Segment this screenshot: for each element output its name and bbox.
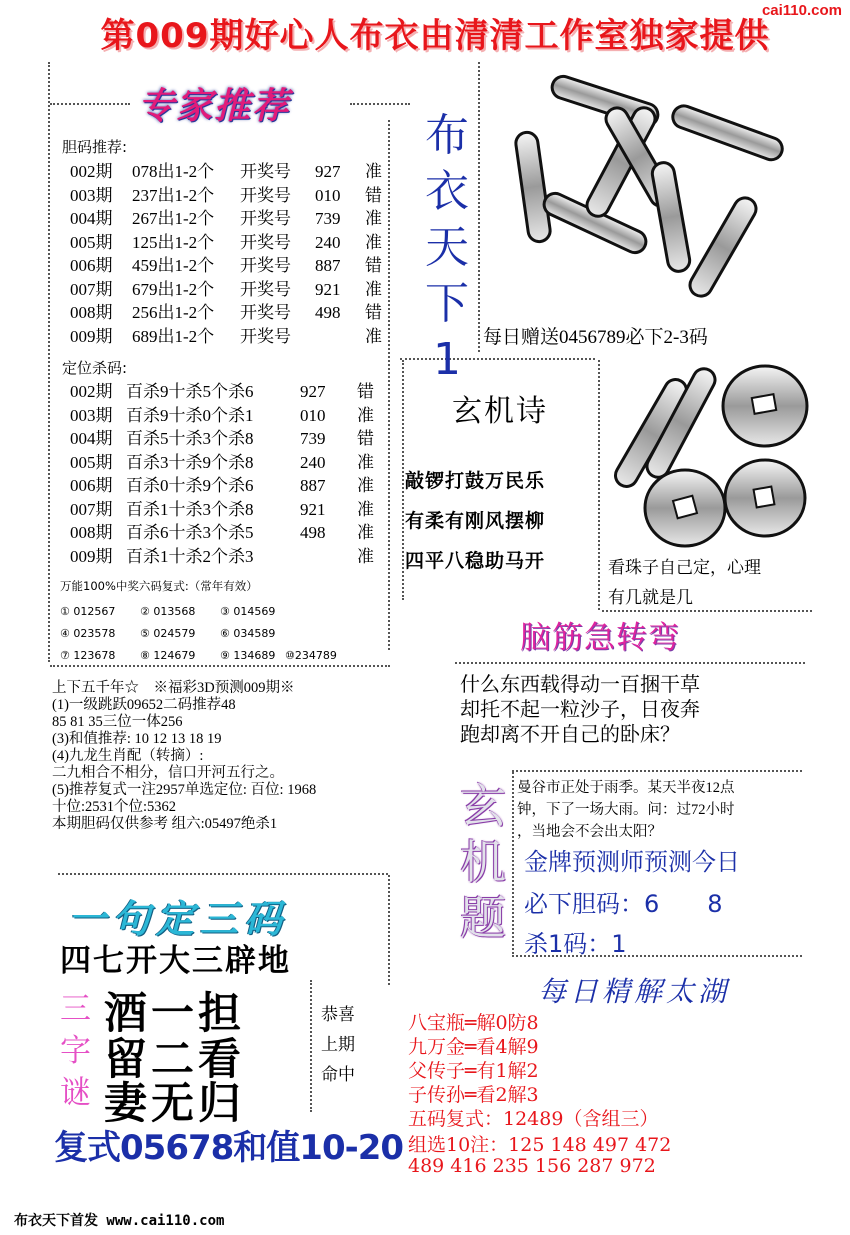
one-sentence-phrase: 四七开大三辟地 — [60, 943, 291, 979]
dan-label: 胆码推荐: — [62, 138, 128, 156]
prediction-line: 十位:2531个位:5362 — [52, 799, 177, 815]
taihu-line-6: 组选10注：125 148 497 472 — [408, 1134, 672, 1156]
issue-cell: 009期 — [70, 326, 113, 346]
pick-cell: 459出1-2个 — [132, 256, 215, 275]
vertical-title-char: 天 — [425, 222, 469, 273]
result-cell: 错 — [357, 429, 374, 448]
table-row — [70, 184, 390, 208]
prediction-line: 本期胆码仅供参考 组六:05497绝杀1 — [52, 816, 278, 832]
pick-cell: 267出1-2个 — [132, 209, 215, 228]
pearl-hint-line-2: 有几就是几 — [608, 588, 693, 607]
prediction-line: (1)一级跳跃09652二码推荐48 — [52, 697, 236, 713]
prediction-block — [52, 680, 412, 833]
table-row — [70, 278, 390, 302]
issue-cell: 003期 — [70, 185, 113, 205]
issue-cell: 004期 — [70, 209, 113, 228]
six-code-item: ③ 014569 — [220, 605, 276, 618]
six-code-item: ⑥ 034589 — [220, 627, 276, 640]
label-cell: 开奖号 — [240, 326, 291, 346]
number-cell: 887 — [300, 476, 326, 495]
number-cell: 010 — [300, 405, 326, 425]
result-cell: 准 — [365, 279, 382, 299]
label-cell: 开奖号 — [240, 303, 291, 322]
riddle-label-char: 三 — [60, 991, 91, 1027]
taihu-line-3: 父传子═有1解2 — [408, 1060, 539, 1082]
table-row — [70, 325, 390, 349]
label-cell: 开奖号 — [240, 279, 291, 299]
table-row — [70, 427, 390, 451]
vertical-title-char: 1 — [433, 334, 461, 385]
six-code-item: ⑤ 024579 — [140, 627, 196, 640]
pick-cell: 237出1-2个 — [132, 185, 215, 205]
six-code-item: ⑨ 134689 — [220, 649, 276, 662]
label-cell: 开奖号 — [240, 256, 291, 275]
table-row — [70, 498, 390, 522]
number-cell: 498 — [315, 303, 341, 322]
riddle-line-1: 酒一担 — [104, 989, 245, 1039]
pick-cell: 百杀6十杀3个杀5 — [126, 523, 254, 542]
prediction-line: (3)和值推荐: 10 12 13 18 19 — [52, 731, 222, 747]
six-code-item: ⑦ 123678 — [60, 649, 116, 662]
six-code-list — [60, 606, 390, 666]
result-cell: 准 — [365, 232, 382, 252]
pearl-hint-line-1: 看珠子自己定，心理 — [608, 558, 761, 577]
result-cell: 准 — [357, 523, 374, 542]
issue-cell: 009期 — [70, 546, 113, 566]
page-title: 第009期好心人布衣由清清工作室独家提供 — [100, 16, 770, 56]
taihu-line-4: 子传孙═看2解3 — [408, 1084, 539, 1106]
issue-cell: 007期 — [70, 279, 113, 299]
prediction-line: 上下五千年☆ ※福彩3D预测009期※ — [52, 680, 295, 696]
vertical-title-char: 玄 — [460, 779, 506, 833]
cross-number-graphic — [480, 62, 810, 320]
poem-line-2: 有柔有刚风摆柳 — [405, 510, 546, 532]
divider — [598, 360, 600, 610]
riddle-line-3: 妻无归 — [104, 1079, 245, 1129]
issue-cell: 008期 — [70, 303, 113, 322]
taihu-line-5: 五码复式：12489（含组三） — [408, 1108, 659, 1130]
number-cell: 240 — [315, 232, 341, 252]
table-row — [70, 380, 390, 404]
six-code-label: 万能100%中奖六码复式:（常年有效） — [60, 579, 258, 593]
prediction-line: 85 81 35三位一体256 — [52, 714, 183, 730]
table-row — [70, 404, 390, 428]
number-cell: 010 — [315, 185, 341, 205]
question-line-2: 钟，下了一场大雨。问：过72小时 — [517, 802, 735, 818]
issue-cell: 005期 — [70, 452, 113, 472]
puzzle-vertical-title — [458, 778, 508, 946]
prediction-line: (5)推荐复式一注2957单选定位: 百位: 1968 — [52, 782, 317, 798]
issue-cell: 005期 — [70, 232, 113, 252]
gold-predictor-line: 金牌预测师预测今日 — [524, 848, 740, 876]
issue-cell: 006期 — [70, 256, 113, 275]
divider — [388, 875, 390, 985]
six-code-item: ④ 023578 — [60, 627, 116, 640]
issue-cell: 008期 — [70, 523, 113, 542]
result-cell: 准 — [357, 452, 374, 472]
riddle-label-char: 字 — [60, 1033, 91, 1069]
label-cell: 开奖号 — [240, 209, 291, 228]
taihu-title: 每日精解太湖 — [538, 975, 731, 1008]
six-code-item: ⑧ 124679 — [140, 649, 196, 662]
vertical-title-char: 布 — [425, 110, 469, 161]
issue-cell: 003期 — [70, 405, 113, 425]
congrats-line-1: 恭喜 — [321, 1005, 355, 1024]
kill-table — [70, 380, 390, 568]
number-cell: 739 — [300, 429, 326, 448]
brain-line-1: 什么东西载得动一百捆干草 — [460, 672, 700, 696]
kill-one-line: 杀1码：1 — [524, 930, 627, 958]
number-cell: 887 — [315, 256, 341, 275]
issue-cell: 002期 — [70, 382, 113, 401]
issue-cell: 006期 — [70, 476, 113, 495]
expert-heading: 专家推荐 — [138, 86, 291, 127]
question-line-1: 曼谷市正处于雨季。某天半夜12点 — [517, 780, 735, 796]
pick-cell: 百杀9十杀5个杀6 — [126, 382, 254, 401]
table-row — [70, 451, 390, 475]
riddle-label-char: 谜 — [60, 1075, 91, 1111]
six-code-item: ② 013568 — [140, 605, 196, 618]
result-cell: 准 — [365, 209, 382, 228]
prediction-line: (4)九龙生肖配（转摘）: — [52, 748, 204, 764]
combo-text: 复式05678和值10-20 — [54, 1128, 404, 1168]
result-cell: 准 — [357, 546, 374, 566]
pick-cell: 256出1-2个 — [132, 303, 215, 322]
divider — [350, 103, 410, 105]
divider — [50, 103, 130, 105]
label-cell: 开奖号 — [240, 162, 291, 181]
number-cell: 927 — [300, 382, 326, 401]
issue-cell: 004期 — [70, 429, 113, 448]
pick-cell: 百杀1十杀3个杀8 — [126, 499, 254, 519]
taihu-line-1: 八宝瓶═解0防8 — [408, 1012, 539, 1034]
one-sentence-title: 一句定三码 — [68, 897, 289, 941]
number-cell: 927 — [315, 162, 341, 181]
table-row — [70, 301, 390, 325]
issue-cell: 007期 — [70, 499, 113, 519]
result-cell: 准 — [357, 405, 374, 425]
table-row — [70, 521, 390, 545]
congrats-line-2: 上期 — [321, 1035, 355, 1054]
poem-line-1: 敲锣打鼓万民乐 — [405, 470, 546, 492]
divider — [455, 662, 805, 664]
table-row — [70, 254, 390, 278]
riddle-line-2: 留二看 — [104, 1035, 245, 1085]
divider — [512, 772, 514, 954]
divider — [58, 873, 388, 875]
pick-cell: 百杀5十杀3个杀8 — [126, 429, 254, 448]
number-cell: 240 — [300, 452, 326, 472]
pick-cell: 078出1-2个 — [132, 162, 215, 181]
result-cell: 错 — [365, 256, 382, 275]
divider — [310, 980, 312, 1112]
taihu-line-2: 九万金═看4解9 — [408, 1036, 539, 1058]
brain-teaser-title: 脑筋急转弯 — [520, 620, 680, 656]
taihu-line-7: 489 416 235 156 287 972 — [408, 1155, 656, 1177]
divider — [402, 360, 404, 600]
result-cell: 错 — [365, 185, 382, 205]
poem-title: 玄机诗 — [452, 394, 548, 429]
three-char-riddle-label — [60, 988, 90, 1114]
pick-cell: 679出1-2个 — [132, 279, 215, 299]
congrats-line-3: 命中 — [321, 1065, 355, 1084]
pick-cell: 百杀9十杀0个杀1 — [126, 405, 254, 425]
six-code-item: ① 012567 — [60, 605, 116, 618]
result-cell: 准 — [357, 499, 374, 519]
table-row — [70, 231, 390, 255]
pick-cell: 125出1-2个 — [132, 232, 215, 252]
pick-cell: 百杀3十杀9个杀8 — [126, 452, 254, 472]
brain-line-2: 却托不起一粒沙子，日夜奔 — [460, 697, 700, 721]
result-cell: 准 — [357, 476, 374, 495]
table-row — [70, 160, 390, 184]
buyi-vertical-title — [418, 108, 476, 388]
table-row — [70, 474, 390, 498]
footer-text: 布衣天下首发 www.cai110.com — [14, 1213, 225, 1229]
label-cell: 开奖号 — [240, 232, 291, 252]
result-cell: 错 — [365, 303, 382, 322]
coins-graphic — [605, 358, 810, 558]
brain-line-3: 跑却离不开自己的卧床？ — [460, 722, 680, 746]
issue-cell: 002期 — [70, 162, 113, 181]
poem-line-3: 四平八稳助马开 — [405, 550, 546, 572]
number-cell: 921 — [315, 279, 341, 299]
vertical-title-char: 题 — [460, 891, 506, 945]
divider — [512, 770, 802, 772]
vertical-title-char: 衣 — [425, 166, 469, 217]
pick-cell: 百杀1十杀2个杀3 — [126, 546, 254, 566]
six-code-item: ⑩234789 — [285, 649, 337, 662]
question-line-3: ，当地会不会出太阳？ — [517, 824, 662, 840]
vertical-title-char: 机 — [460, 835, 506, 889]
kill-label: 定位杀码: — [62, 359, 128, 377]
table-row — [70, 545, 390, 569]
result-cell: 错 — [357, 382, 374, 401]
dan-table — [70, 160, 390, 348]
result-cell: 准 — [365, 162, 382, 181]
table-row — [70, 207, 390, 231]
number-cell: 921 — [300, 499, 326, 519]
result-cell: 准 — [365, 326, 382, 346]
prediction-line: 二九相合不相分，信口开河五行之。 — [52, 765, 284, 781]
pick-cell: 百杀0十杀9个杀6 — [126, 476, 254, 495]
daily-gift-text: 每日赠送0456789必下2-3码 — [483, 327, 708, 348]
label-cell: 开奖号 — [240, 185, 291, 205]
divider — [48, 62, 50, 662]
must-dan-line: 必下胆码：6 8 — [524, 890, 723, 918]
number-cell: 498 — [300, 523, 326, 542]
number-cell: 739 — [315, 209, 341, 228]
vertical-title-char: 下 — [425, 278, 469, 329]
pick-cell: 689出1-2个 — [132, 326, 215, 346]
site-logo-text: cai110.com — [761, 2, 842, 19]
